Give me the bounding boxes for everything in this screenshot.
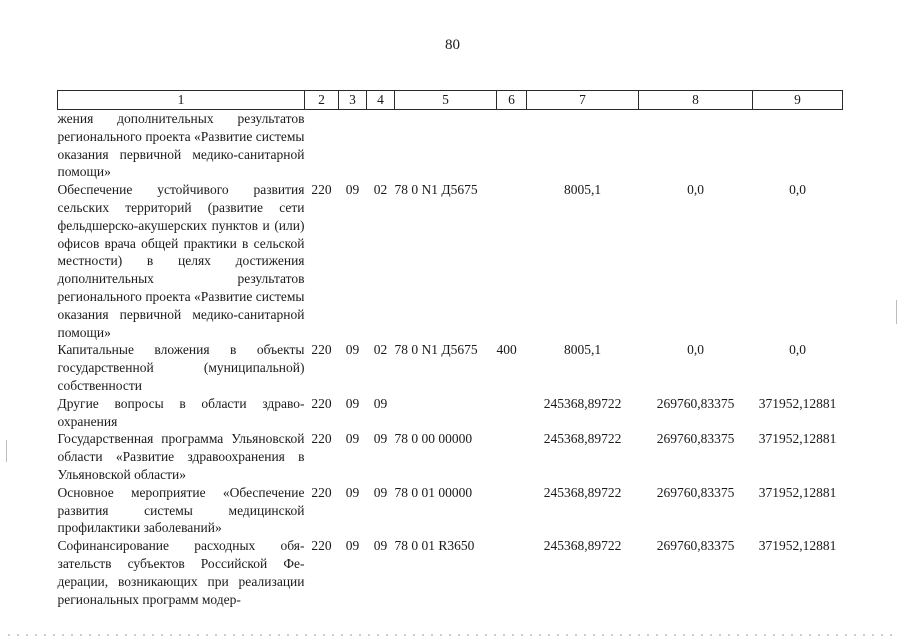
cell-amount-7: 245368,89722 [543,431,622,447]
cell-amount-7: 245368,89722 [543,395,622,411]
cell-vr [497,430,527,483]
header-cell: 8 [639,91,753,110]
cell-rz: 09 [345,538,360,554]
cell-csr: 78 0 01 00000 [394,484,473,500]
cell-amount-8 [639,110,753,182]
cell-amount-9: 371952,12881 [758,395,837,411]
header-cell: 1 [58,91,305,110]
cell-pr: 09 [373,538,388,554]
table-header-row [58,91,843,110]
cell-vr [497,395,527,431]
cell-amount-9: 371952,12881 [758,484,837,500]
table-row [58,110,843,182]
cell-csr [395,110,497,182]
cell-rz: 09 [345,182,360,198]
cell-pr: 09 [373,484,388,500]
cell-vr: 400 [496,342,517,358]
cell-rz: 09 [345,342,360,358]
cell-grbs: 220 [311,431,332,447]
cell-amount-7: 245368,89722 [543,484,622,500]
cell-amount-8: 269760,83375 [656,538,735,554]
cell-csr: 78 0 N1 Д5675 [394,182,478,198]
cell-amount-9: 0,0 [789,182,806,198]
cell-pr: 09 [373,431,388,447]
page-number: 80 [445,37,460,53]
row-name: Основное мероприятие «Обеспечение развития системы медицинской профилактики заболеваний» [57,484,305,536]
table-row [58,484,843,537]
table-row [58,181,843,341]
cell-grbs: 220 [311,484,332,500]
cell-rz [339,110,367,182]
cell-pr: 02 [373,182,388,198]
cell-amount-8: 269760,83375 [656,484,735,500]
cell-amount-8: 269760,83375 [656,395,735,411]
cell-grbs: 220 [311,395,332,411]
row-name: жения дополнительных результатов регионального проекта «Развитие системы оказания первичной медико-санитарной помощи» [57,111,305,180]
cell-vr [497,484,527,537]
cell-amount-7: 245368,89722 [543,538,622,554]
row-name: Софинансирование расходных обязательств субъектов Российской Федерации, возникающих при реализации региональных программ модер- [57,538,305,607]
cell-csr: 78 0 00 00000 [394,431,473,447]
cell-vr [497,181,527,341]
cell-csr [395,395,497,431]
header-cell: 4 [367,91,395,110]
header-cell: 9 [753,91,843,110]
cell-amount-7: 8005,1 [563,182,602,198]
header-cell: 7 [527,91,639,110]
cell-csr: 78 0 01 R3650 [394,538,475,554]
cell-amount-8: 0,0 [687,342,704,358]
cell-csr: 78 0 N1 Д5675 [394,342,478,358]
scan-edge-mark [896,300,897,324]
cell-amount-8: 0,0 [687,182,704,198]
cell-amount-9: 371952,12881 [758,538,837,554]
header-cell: 6 [497,91,527,110]
table-row [58,341,843,394]
scan-edge-mark [6,440,7,462]
table-row [58,430,843,483]
cell-amount-9: 0,0 [789,342,806,358]
cell-amount-8: 269760,83375 [656,431,735,447]
cell-vr [497,537,527,608]
header-cell: 3 [339,91,367,110]
table-row [58,395,843,431]
cell-pr: 09 [373,395,388,411]
cell-grbs: 220 [311,538,332,554]
cell-rz: 09 [345,484,360,500]
header-cell: 2 [305,91,339,110]
cell-amount-9: 371952,12881 [758,431,837,447]
cell-rz: 09 [345,395,360,411]
cell-grbs: 220 [311,342,332,358]
scan-footer-noise [8,634,897,636]
cell-amount-7: 8005,1 [563,342,602,358]
row-name: Обеспечение устойчивого развития сельских территорий (развитие сети фельдшерско-акушерских пунктов и (или) офисов врача общей практики в сельской местности) в целях достижения дополнительных результатов регионального проекта «Развитие системы оказания первичной медико-санитарной помощи» [57,182,305,340]
cell-vr [497,110,527,182]
table-row [58,537,843,608]
cell-grbs [305,110,339,182]
cell-amount-9 [753,110,843,182]
budget-table [57,90,843,608]
row-name: Государственная программа Ульяновской области «Развитие здравоохранения в Ульяновской области» [57,431,305,482]
header-cell: 5 [395,91,497,110]
cell-pr: 02 [373,342,388,358]
row-name: Капитальные вложения в объекты государственной (муниципальной) собственности [57,342,305,393]
cell-amount-7 [527,110,639,182]
row-name: Другие вопросы в области здравоохранения [57,395,305,429]
cell-pr [367,110,395,182]
cell-rz: 09 [345,431,360,447]
cell-grbs: 220 [311,182,332,198]
